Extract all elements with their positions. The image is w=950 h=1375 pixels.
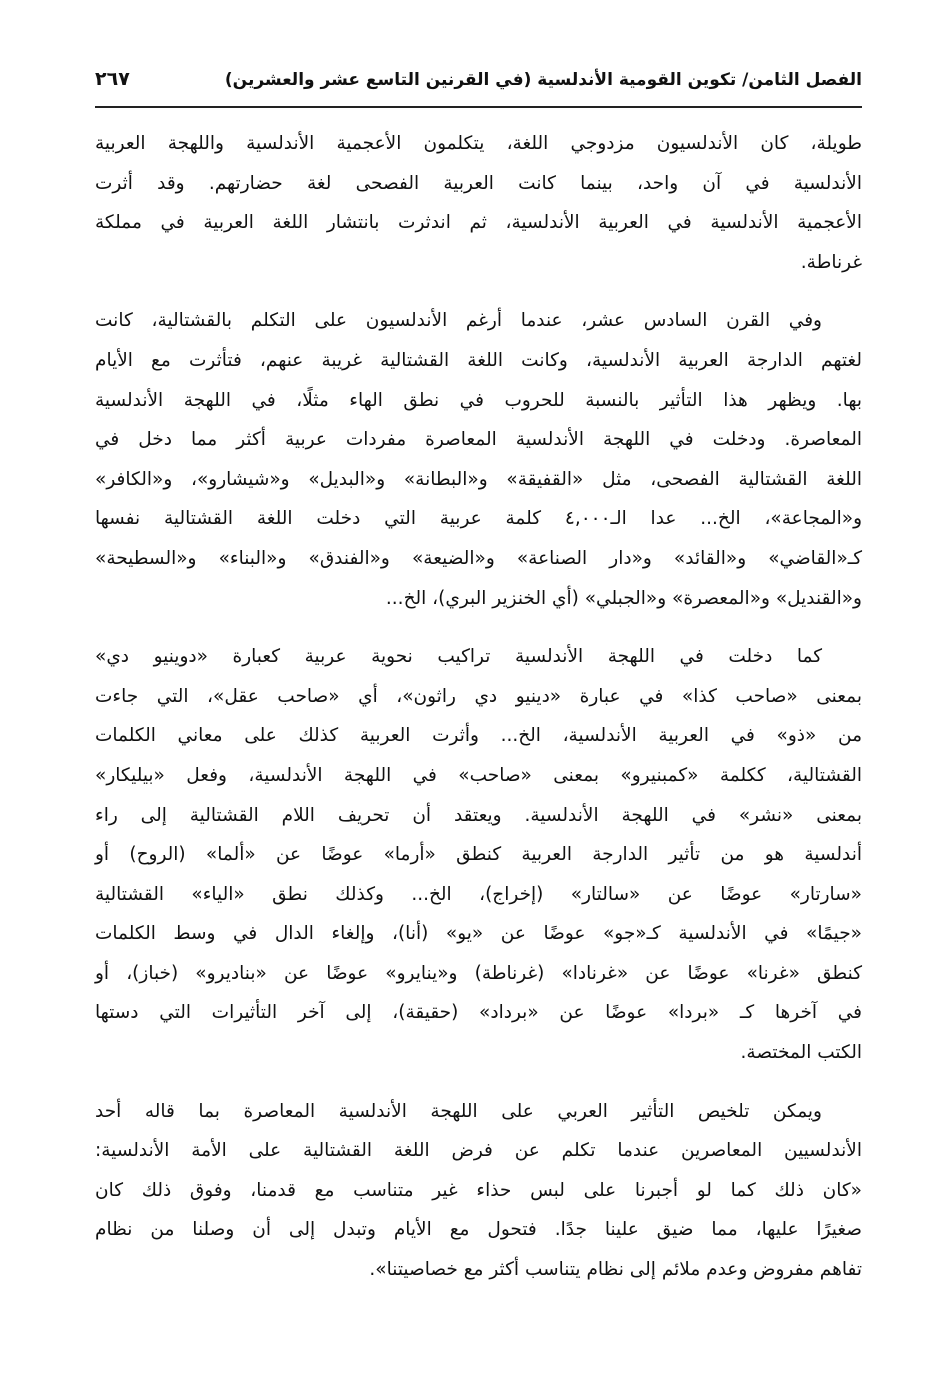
text-line: اللغة القشتالية الفصحى، مثل «القفيقة» و«البطانة» و«البديل» و«شيشارو»، و«الكافر» (95, 468, 862, 490)
text-line: كما دخلت في اللهجة الأندلسية تراكيب نحوية عربية كعبارة «دوينيو دي» (95, 646, 822, 668)
text-line: كـ«القاضي» و«القائد» و«دار الصناعة» و«الضيعة» و«الفندق» و«البناء» و«السطيحة» (95, 547, 862, 569)
text-line: الكتب المختصة. (740, 1042, 862, 1064)
text-line: القشتالية، ككلمة «كمبنيرو» بمعنى «صاحب» في اللهجة الأندلسية، وفعل «بيليكار» (95, 764, 862, 786)
text-line: بها. ويظهر هذا التأثير بالنسبة للحروب في نطق الهاء مثلًا، في اللهجة الأندلسية (95, 389, 862, 411)
chapter-title: الفصل الثامن/ تكوين القومية الأندلسية (في القرنين التاسع عشر والعشرين) (224, 70, 862, 90)
text-line: غرناطة. (800, 251, 862, 273)
paragraph-3 (95, 637, 862, 1073)
text-line: «جيمًا» في الأندلسية كـ«جو» عوضًا عن «يو» (أنا)، وإلغاء الدال في وسط الكلمات (95, 923, 862, 945)
page-body (95, 124, 862, 1309)
text-line: بمعنى «صاحب كذا» في عبارة «دينيو دي راثون»، أي «صاحب عقل»، التي جاءت (95, 685, 862, 707)
text-line: بمعنى «نشر» في اللهجة الأندلسية. ويعتقد أن تحريف اللام القشتالية إلى راء (95, 804, 862, 826)
text-line: و«المجاعة»، الخ... عدا الـ٤,٠٠٠ كلمة عربية التي دخلت اللغة القشتالية نفسها (95, 508, 863, 530)
text-line: وفي القرن السادس عشر، عندما أرغم الأندلسيون على التكلم بالقشتالية، كانت (95, 310, 822, 332)
running-header (95, 64, 862, 104)
text-line: تفاهم مفروض وعدم ملائم إلى نظام يتناسب أكثر مع خصاصيتنا». (369, 1259, 862, 1281)
text-line: المعاصرة. ودخلت في اللهجة الأندلسية المعاصرة مفردات عربية أكثر مما دخل في (95, 429, 862, 451)
header-rule (95, 106, 862, 108)
paragraph-4 (95, 1092, 862, 1290)
text-line: في آخرها كـ «بردا» عوضًا عن «برداد» (حقيقة)، إلى آخر التأثيرات التي دستها (95, 1002, 862, 1024)
paragraph-1 (95, 124, 862, 282)
text-line: ويمكن تلخيص التأثير العربي على اللهجة الأندلسية المعاصرة بما قاله أحد (95, 1100, 822, 1122)
text-line: الأندلسية في آن واحد، بينما كانت العربية الفصحى لغة حضارتهم. وقد أثرت (95, 172, 862, 194)
text-line: من «ذو» في العربية الأندلسية، الخ... وأثرت العربية كذلك على معاني الكلمات (95, 725, 862, 747)
text-line: لغتهم الدارجة العربية الأندلسية، وكانت اللغة القشتالية غريبة عنهم، فتأثرت مع الأيام (95, 349, 862, 371)
text-line: و«القنديل» و«المعصرة» و«الجبلي» (أي الخنزير البري)، الخ... (385, 587, 862, 609)
page-number: ٢٦٧ (95, 68, 130, 90)
text-line: الأعجمية الأندلسية في العربية الأندلسية، ثم اندثرت بانتشار اللغة العربية في مملكة (95, 212, 862, 234)
text-line: الأندلسيين المعاصرين عندما تكلم عن فرض اللغة القشتالية على الأمة الأندلسية: (95, 1140, 862, 1162)
text-line: كنطق «غرنا» عوضًا عن «غرنادا» (غرناطة) و«ينايرو» عوضًا عن «بناديرو» (خباز)، أو (95, 962, 862, 984)
text-line: «كان ذلك كما لو أجبرنا على لبس حذاء غير متناسب مع قدمنا، وفوق ذلك كان (95, 1179, 862, 1201)
text-line: صغيرًا عليها، مما ضيق علينا جدًا. فتحول مع الأيام وتبدل إلى أن وصلنا من نظام (95, 1219, 862, 1241)
text-line: «سارتار» عوضًا عن «سالتار» (إخراج)، الخ... وكذلك نطق «الياء» القشتالية (95, 883, 862, 905)
paragraph-2 (95, 301, 862, 618)
text-line: أندلسية هو من تأثير الدارجة العربية كنطق «أرما» عوضًا عن «ألما» (الروح) أو (95, 844, 862, 866)
text-line: طويلة، كان الأندلسيون مزدوجي اللغة، يتكلمون الأعجمية الأندلسية واللهجة العربية (95, 133, 862, 154)
